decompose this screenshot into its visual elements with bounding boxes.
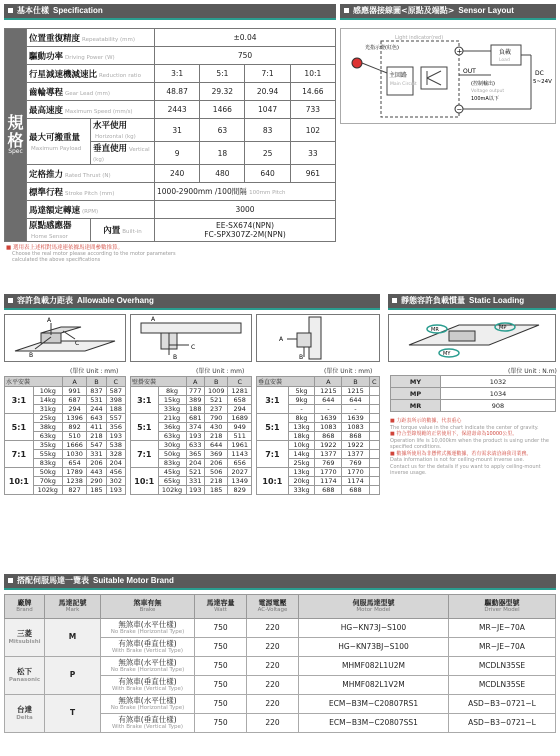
overhang-load-cell: 18kg bbox=[288, 432, 315, 441]
overhang-table-horizontal bbox=[4, 376, 126, 495]
sensor-section-header: 感應器接線圖<原點及端點> Sensor Layout bbox=[340, 4, 556, 18]
overhang-unit-2: (單位 Unit : mm) bbox=[196, 368, 245, 375]
overhang-value-cell: 769 bbox=[315, 459, 342, 468]
overhang-value-cell: 1922 bbox=[342, 441, 369, 450]
overhang-table-wall bbox=[130, 376, 252, 495]
static-notes: ■ 力距表所示的數據，代表重心 The torque value in the chart indicate the center of gravity. ■ 符合型錄規範的正常使用下，保證壽命為10000公里。 Operation life is 10,000km when the product is using under the specified conditions. ■ 數據所使用為非懸臂式搬運數據，若有需求請洽詢我司業務。 Data information is not for ceiling-mount inverse use. Contact us for the details if you want to apply ceiling-mount inverse usage. bbox=[390, 418, 549, 476]
motor-driver-cell: ASD−B3−0721−L bbox=[449, 714, 556, 733]
overhang-value-cell: 218 bbox=[205, 477, 228, 486]
static-section-header: 靜態容許負載慣量 Static Loading bbox=[388, 294, 556, 308]
motor-driver-cell: MR−JE−70A bbox=[449, 638, 556, 657]
static-unit: (單位 Unit : N.m) bbox=[508, 368, 557, 375]
motor-watt-cell: 750 bbox=[195, 676, 247, 695]
overhang-value-cell: 218 bbox=[205, 432, 228, 441]
overhang-value-cell: 1083 bbox=[342, 423, 369, 432]
motor-watt-cell: 750 bbox=[195, 638, 247, 657]
overhang-value-cell: 644 bbox=[315, 396, 342, 405]
overhang-value-cell bbox=[369, 459, 379, 468]
overhang-header-row bbox=[257, 377, 380, 387]
overhang-value-cell: 193 bbox=[186, 432, 205, 441]
overhang-value-cell: 777 bbox=[186, 387, 205, 396]
label-b: B bbox=[29, 352, 34, 359]
overhang-row bbox=[257, 441, 380, 450]
overhang-load-cell: 33kg bbox=[288, 486, 315, 495]
overhang-load-cell: 30kg bbox=[158, 441, 186, 450]
overhang-value-cell: 2027 bbox=[228, 468, 252, 477]
overhang-value-cell: 656 bbox=[228, 459, 252, 468]
svg-text:Voltage output: Voltage output bbox=[471, 89, 505, 94]
overhang-value-cell: 511 bbox=[228, 432, 252, 441]
overhang-value-cell: 868 bbox=[342, 432, 369, 441]
overhang-value-cell: 991 bbox=[62, 387, 86, 396]
overhang-value-cell bbox=[369, 477, 379, 486]
main-circuit-en: Main Circuit bbox=[390, 82, 417, 87]
dc-label: DC bbox=[535, 70, 544, 77]
overhang-value-cell: - bbox=[315, 405, 342, 414]
overhang-value-cell: 654 bbox=[62, 459, 86, 468]
overhang-ratio-cell: 10:1 bbox=[5, 468, 34, 495]
overhang-row bbox=[131, 468, 252, 477]
overhang-ratio-cell: 5:1 bbox=[131, 414, 159, 441]
overhang-value-cell: 837 bbox=[87, 387, 106, 396]
overhang-load-cell: 15kg bbox=[158, 396, 186, 405]
overhang-value-cell: 1396 bbox=[62, 414, 86, 423]
overhang-value-cell: 868 bbox=[315, 432, 342, 441]
overhang-ratio-cell: 3:1 bbox=[257, 387, 289, 414]
overhang-value-cell: 365 bbox=[186, 450, 205, 459]
motor-model-cell: HG−KN73J−S100 bbox=[299, 619, 449, 638]
motor-volt-cell: 220 bbox=[247, 638, 299, 657]
overhang-value-cell: 443 bbox=[87, 468, 106, 477]
spec-row-home: 原點感應器Home Sensor 內置 Built-in EE-SX674(NPN) FC-SPX307Z-2M(NPN) bbox=[5, 219, 336, 242]
load-label: 負載 bbox=[499, 49, 512, 56]
overhang-value-cell: 531 bbox=[87, 396, 106, 405]
overhang-load-cell: 14kg bbox=[33, 396, 62, 405]
overhang-value-cell bbox=[369, 405, 379, 414]
motor-table bbox=[4, 594, 556, 733]
main-circuit-label: 主回路 bbox=[389, 72, 408, 79]
overhang-load-cell: 83kg bbox=[33, 459, 62, 468]
motor-row bbox=[5, 619, 556, 638]
overhang-value-cell: 237 bbox=[205, 405, 228, 414]
out-label: OUT bbox=[463, 68, 476, 75]
overhang-row bbox=[131, 441, 252, 450]
overhang-load-cell: 31kg bbox=[33, 405, 62, 414]
overhang-value-cell: 185 bbox=[205, 486, 228, 495]
overhang-row bbox=[5, 468, 126, 477]
overhang-value-cell: 1377 bbox=[342, 450, 369, 459]
overhang-table-heading: 壁掛安裝 bbox=[131, 377, 187, 387]
overhang-load-cell: - bbox=[288, 405, 315, 414]
svg-text:+: + bbox=[456, 47, 463, 56]
motor-mark-cell: P bbox=[45, 657, 101, 695]
overhang-value-cell: - bbox=[342, 405, 369, 414]
overhang-value-cell: 633 bbox=[186, 441, 205, 450]
spec-row-repeat: 規格 Spec 位置重復精度 Repeatability (mm) ±0.04 bbox=[5, 29, 336, 47]
overhang-value-cell: 188 bbox=[186, 405, 205, 414]
label-a: A bbox=[47, 317, 52, 324]
wall-mount-diagram bbox=[130, 314, 252, 362]
overhang-value-cell: 892 bbox=[62, 423, 86, 432]
overhang-row bbox=[131, 414, 252, 423]
svg-text:A: A bbox=[151, 316, 156, 323]
spec-row-stroke: 標準行程 Stroke Pitch (mm) 1000-2900mm /100間隔 100mm Pitch bbox=[5, 183, 336, 201]
overhang-value-cell: 456 bbox=[106, 468, 125, 477]
overhang-load-cell: 83kg bbox=[158, 459, 186, 468]
spec-row-payload-h: 最大可搬重量 Maximum Payload 水平使用Horizontal (kg) 31 63 83 102 bbox=[5, 119, 336, 142]
overhang-header-row bbox=[131, 377, 252, 387]
overhang-value-cell: 218 bbox=[87, 432, 106, 441]
overhang-value-cell: 1689 bbox=[228, 414, 252, 423]
overhang-value-cell: 1174 bbox=[315, 477, 342, 486]
overhang-value-cell bbox=[369, 423, 379, 432]
overhang-ratio-cell: 7:1 bbox=[131, 441, 159, 468]
motor-brake-cell: 無煞車(水平仕樣) No Brake (Horizontal Type) bbox=[101, 695, 195, 714]
overhang-row bbox=[257, 414, 380, 423]
static-row: MP 1034 bbox=[391, 388, 556, 400]
overhang-value-cell: 643 bbox=[87, 414, 106, 423]
overhang-value-cell: 188 bbox=[106, 405, 125, 414]
overhang-row bbox=[5, 441, 126, 450]
overhang-ratio-cell: 3:1 bbox=[5, 387, 34, 414]
motor-model-cell: MHMF082L1V2M bbox=[299, 676, 449, 695]
motor-brake-cell: 有煞車(垂直仕樣) With Brake (Vertical Type) bbox=[101, 676, 195, 695]
overhang-load-cell: 102kg bbox=[33, 486, 62, 495]
overhang-value-cell: 829 bbox=[228, 486, 252, 495]
overhang-value-cell bbox=[369, 387, 379, 396]
overhang-value-cell: 294 bbox=[62, 405, 86, 414]
overhang-load-cell: 10kg bbox=[33, 387, 62, 396]
motor-volt-cell: 220 bbox=[247, 657, 299, 676]
overhang-load-cell: 70kg bbox=[33, 477, 62, 486]
overhang-value-cell: 204 bbox=[186, 459, 205, 468]
overhang-value-cell: 331 bbox=[87, 450, 106, 459]
motor-model-cell: ECM−B3M−C20807SS1 bbox=[299, 714, 449, 733]
spec-note-en: Choose the real motor please according to the motor parameters calculated the above specifications bbox=[12, 251, 176, 263]
overhang-load-cell: 8kg bbox=[288, 414, 315, 423]
overhang-value-cell: 1639 bbox=[342, 414, 369, 423]
overhang-col-header: C bbox=[228, 377, 252, 387]
overhang-value-cell: 644 bbox=[205, 441, 228, 450]
overhang-ratio-cell: 3:1 bbox=[131, 387, 159, 414]
overhang-value-cell: 1009 bbox=[205, 387, 228, 396]
overhang-col-header: A bbox=[315, 377, 342, 387]
horizontal-mount-diagram bbox=[4, 314, 126, 362]
svg-text:B: B bbox=[173, 354, 178, 361]
overhang-value-cell: 681 bbox=[186, 414, 205, 423]
spec-row-ratio: 行星減速機減速比 Reduction ratio 3:1 5:1 7:1 10:1 bbox=[5, 65, 336, 83]
svg-text:B: B bbox=[299, 354, 304, 361]
motor-volt-cell: 220 bbox=[247, 714, 299, 733]
motor-model-cell: ECM−B3M−C20807RS1 bbox=[299, 695, 449, 714]
motor-brand-cell: 三菱 Mitsubishi bbox=[5, 619, 45, 657]
overhang-ratio-cell: 10:1 bbox=[131, 468, 159, 495]
overhang-load-cell: 102kg bbox=[158, 486, 186, 495]
overhang-value-cell: 374 bbox=[186, 423, 205, 432]
motor-header-row: 廠牌 Brand 馬達記號 Mark 煞車有無 Brake 馬達容量 Watt 電源電壓 AC-Voltage 伺服馬達型號 Motor Model 驅動器型號 Driver Model bbox=[5, 595, 556, 619]
overhang-table-heading: 垂直安裝 bbox=[257, 377, 315, 387]
overhang-row bbox=[5, 387, 126, 396]
overhang-load-cell: 50kg bbox=[33, 468, 62, 477]
overhang-header-row bbox=[5, 377, 126, 387]
overhang-value-cell bbox=[369, 486, 379, 495]
overhang-value-cell: 356 bbox=[106, 423, 125, 432]
overhang-col-header: A bbox=[186, 377, 205, 387]
spec-row-rpm: 馬達額定轉速 (RPM) 3000 bbox=[5, 201, 336, 219]
motor-driver-cell: MCDLN35SE bbox=[449, 676, 556, 695]
overhang-section-header: 容許負載力距表 Allowable Overhang bbox=[4, 294, 380, 308]
overhang-col-header: B bbox=[87, 377, 106, 387]
overhang-load-cell: 9kg bbox=[288, 396, 315, 405]
overhang-value-cell: 193 bbox=[106, 486, 125, 495]
overhang-value-cell: 1922 bbox=[315, 441, 342, 450]
svg-text:5~24V: 5~24V bbox=[533, 79, 552, 85]
overhang-value-cell: 1215 bbox=[342, 387, 369, 396]
spec-section-header bbox=[4, 4, 336, 18]
motor-brake-cell: 有煞車(垂直仕樣) With Brake (Vertical Type) bbox=[101, 638, 195, 657]
overhang-value-cell: 1030 bbox=[62, 450, 86, 459]
overhang-value-cell: 1377 bbox=[315, 450, 342, 459]
overhang-load-cell: 63kg bbox=[33, 432, 62, 441]
overhang-value-cell: 521 bbox=[186, 468, 205, 477]
motor-volt-cell: 220 bbox=[247, 676, 299, 695]
overhang-value-cell: 1639 bbox=[315, 414, 342, 423]
overhang-load-cell: 8kg bbox=[158, 387, 186, 396]
overhang-row bbox=[257, 387, 380, 396]
overhang-value-cell: 331 bbox=[186, 477, 205, 486]
motor-driver-cell: ASD−B3−0721−L bbox=[449, 695, 556, 714]
overhang-value-cell: 949 bbox=[228, 423, 252, 432]
spec-table bbox=[4, 28, 336, 242]
motor-section-header: 搭配伺服馬達一覽表 Suitable Motor Brand bbox=[4, 574, 556, 588]
overhang-load-cell: 10kg bbox=[288, 441, 315, 450]
overhang-col-header: B bbox=[342, 377, 369, 387]
spec-note-zh: ■ 選用表上述相對馬達連依據馬達間參數推算。 bbox=[6, 245, 123, 251]
transistor-box bbox=[421, 67, 447, 89]
overhang-value-cell: 398 bbox=[106, 396, 125, 405]
overhang-col-header: A bbox=[62, 377, 86, 387]
overhang-load-cell: 33kg bbox=[158, 405, 186, 414]
motor-watt-cell: 750 bbox=[195, 695, 247, 714]
motor-brake-cell: 無煞車(水平仕樣) No Brake (Horizontal Type) bbox=[101, 657, 195, 676]
overhang-col-header: C bbox=[369, 377, 379, 387]
overhang-value-cell: 193 bbox=[106, 432, 125, 441]
svg-text:MP: MP bbox=[499, 325, 507, 331]
overhang-value-cell: 521 bbox=[205, 396, 228, 405]
sensor-wiring-diagram bbox=[340, 28, 556, 124]
light-indicator-label: Light indicator(red) bbox=[395, 35, 444, 41]
spec-side-label: 規格 Spec bbox=[5, 29, 27, 242]
svg-text:Load: Load bbox=[499, 58, 510, 63]
overhang-value-cell: 587 bbox=[106, 387, 125, 396]
overhang-value-cell: 506 bbox=[205, 468, 228, 477]
motor-model-cell: MHMF082L1U2M bbox=[299, 657, 449, 676]
overhang-col-header: C bbox=[106, 377, 125, 387]
overhang-value-cell: 769 bbox=[342, 459, 369, 468]
overhang-value-cell bbox=[369, 396, 379, 405]
motor-watt-cell: 750 bbox=[195, 657, 247, 676]
overhang-load-cell: 65kg bbox=[158, 477, 186, 486]
overhang-value-cell: 1215 bbox=[315, 387, 342, 396]
overhang-value-cell: 328 bbox=[106, 450, 125, 459]
overhang-value-cell: 1143 bbox=[228, 450, 252, 459]
bullet-square-icon bbox=[8, 8, 13, 13]
svg-text:A: A bbox=[279, 336, 284, 343]
svg-text:−: − bbox=[456, 105, 463, 114]
overhang-value-cell: 411 bbox=[87, 423, 106, 432]
overhang-row bbox=[257, 468, 380, 477]
overhang-ratio-cell: 5:1 bbox=[5, 414, 34, 441]
overhang-value-cell bbox=[369, 441, 379, 450]
label-c: C bbox=[75, 340, 80, 347]
overhang-load-cell: 5kg bbox=[288, 387, 315, 396]
motor-watt-cell: 750 bbox=[195, 619, 247, 638]
overhang-col-header: B bbox=[205, 377, 228, 387]
motor-driver-cell: MR−JE−70A bbox=[449, 619, 556, 638]
motor-volt-cell: 220 bbox=[247, 619, 299, 638]
overhang-value-cell: 430 bbox=[205, 423, 228, 432]
overhang-load-cell: 20kg bbox=[288, 477, 315, 486]
overhang-value-cell: 1770 bbox=[342, 468, 369, 477]
indicator-led-icon bbox=[352, 58, 362, 68]
motor-mark-cell: M bbox=[45, 619, 101, 657]
overhang-value-cell: 1083 bbox=[315, 423, 342, 432]
motor-watt-cell: 750 bbox=[195, 714, 247, 733]
overhang-value-cell: 244 bbox=[87, 405, 106, 414]
motor-row bbox=[5, 657, 556, 676]
overhang-table-heading: 水平安裝 bbox=[5, 377, 63, 387]
motor-brand-cell: 台達 Delta bbox=[5, 695, 45, 733]
svg-text:C: C bbox=[191, 344, 196, 351]
overhang-value-cell: 204 bbox=[106, 459, 125, 468]
overhang-table-vertical bbox=[256, 376, 380, 495]
overhang-value-cell: 510 bbox=[62, 432, 86, 441]
overhang-value-cell: 658 bbox=[228, 396, 252, 405]
overhang-load-cell: 14kg bbox=[288, 450, 315, 459]
overhang-value-cell: 294 bbox=[228, 405, 252, 414]
vertical-mount-diagram bbox=[256, 314, 380, 362]
overhang-value-cell: 1281 bbox=[228, 387, 252, 396]
spec-row-power: 驅動功率 Driving Power (W) 750 bbox=[5, 47, 336, 65]
overhang-value-cell: 547 bbox=[87, 441, 106, 450]
static-moment-diagram bbox=[388, 314, 556, 362]
motor-driver-cell: MCDLN35SE bbox=[449, 657, 556, 676]
light-indicator-zh: 光指示燈(紅色) bbox=[365, 45, 399, 51]
overhang-value-cell: 687 bbox=[62, 396, 86, 405]
motor-model-cell: HG−KN73BJ−S100 bbox=[299, 638, 449, 657]
overhang-value-cell: 1789 bbox=[62, 468, 86, 477]
spec-row-speed: 最高速度 Maximum Speed (mm/s) 2443 1466 1047 733 bbox=[5, 101, 336, 119]
overhang-value-cell: 827 bbox=[62, 486, 86, 495]
overhang-value-cell: 1349 bbox=[228, 477, 252, 486]
overhang-load-cell: 55kg bbox=[33, 450, 62, 459]
overhang-row bbox=[5, 414, 126, 423]
overhang-load-cell: 13kg bbox=[288, 468, 315, 477]
overhang-load-cell: 36kg bbox=[158, 423, 186, 432]
overhang-load-cell: 25kg bbox=[33, 414, 62, 423]
motor-mark-cell: T bbox=[45, 695, 101, 733]
overhang-value-cell: 290 bbox=[87, 477, 106, 486]
overhang-load-cell: 38kg bbox=[33, 423, 62, 432]
overhang-value-cell bbox=[369, 432, 379, 441]
spec-row-lead: 齒輪導程 Gear Lead (mm) 48.87 29.32 20.94 14.66 bbox=[5, 83, 336, 101]
overhang-ratio-cell: 5:1 bbox=[257, 414, 289, 441]
overhang-value-cell: 1770 bbox=[315, 468, 342, 477]
overhang-value-cell: 206 bbox=[87, 459, 106, 468]
motor-brand-cell: 松下 Panasonic bbox=[5, 657, 45, 695]
overhang-value-cell bbox=[369, 414, 379, 423]
overhang-value-cell bbox=[369, 468, 379, 477]
overhang-value-cell: 1174 bbox=[342, 477, 369, 486]
overhang-unit-1: (單位 Unit : mm) bbox=[70, 368, 119, 375]
overhang-value-cell: 1961 bbox=[228, 441, 252, 450]
spec-row-payload-v: 垂直使用 Vertical (kg) 9 18 25 33 bbox=[5, 142, 336, 165]
svg-text:MY: MY bbox=[443, 351, 451, 357]
svg-text:MR: MR bbox=[431, 327, 439, 333]
overhang-value-cell: 193 bbox=[186, 486, 205, 495]
overhang-load-cell: 63kg bbox=[158, 432, 186, 441]
overhang-value-cell: 538 bbox=[106, 441, 125, 450]
svg-text:100mA以下: 100mA以下 bbox=[471, 96, 499, 102]
spec-title-en: Specification bbox=[53, 6, 103, 15]
overhang-load-cell: 45kg bbox=[158, 468, 186, 477]
overhang-value-cell: 1666 bbox=[62, 441, 86, 450]
overhang-load-cell: 13kg bbox=[288, 423, 315, 432]
overhang-value-cell: 369 bbox=[205, 450, 228, 459]
overhang-value-cell: 389 bbox=[186, 396, 205, 405]
motor-brake-cell: 有煞車(垂直仕樣) With Brake (Vertical Type) bbox=[101, 714, 195, 733]
motor-brake-cell: 無煞車(水平仕樣) No Brake (Horizontal Type) bbox=[101, 619, 195, 638]
overhang-value-cell: 557 bbox=[106, 414, 125, 423]
overhang-value-cell: 644 bbox=[342, 396, 369, 405]
overhang-value-cell: 688 bbox=[315, 486, 342, 495]
spec-accent-line bbox=[4, 18, 336, 20]
svg-text:(控制輸出): (控制輸出) bbox=[471, 81, 495, 87]
overhang-load-cell: 25kg bbox=[288, 459, 315, 468]
overhang-unit-3: (單位 Unit : mm) bbox=[324, 368, 373, 375]
overhang-value-cell: 1238 bbox=[62, 477, 86, 486]
overhang-load-cell: 50kg bbox=[158, 450, 186, 459]
overhang-value-cell: 206 bbox=[205, 459, 228, 468]
overhang-row bbox=[131, 387, 252, 396]
overhang-value-cell: 302 bbox=[106, 477, 125, 486]
sensor-circuit-svg bbox=[341, 29, 555, 123]
overhang-value-cell bbox=[369, 450, 379, 459]
overhang-ratio-cell: 7:1 bbox=[5, 441, 34, 468]
motor-row bbox=[5, 695, 556, 714]
overhang-ratio-cell: 7:1 bbox=[257, 441, 289, 468]
overhang-ratio-cell: 10:1 bbox=[257, 468, 289, 495]
overhang-value-cell: 688 bbox=[342, 486, 369, 495]
static-row: MY 1032 bbox=[391, 376, 556, 388]
overhang-value-cell: 185 bbox=[87, 486, 106, 495]
motor-volt-cell: 220 bbox=[247, 695, 299, 714]
overhang-value-cell: 790 bbox=[205, 414, 228, 423]
overhang-load-cell: 21kg bbox=[158, 414, 186, 423]
spec-row-thrust: 定格推力 Rated Thrust (N) 240 480 640 961 bbox=[5, 165, 336, 183]
static-moment-table bbox=[390, 375, 556, 412]
spec-title-zh: 基本仕樣 bbox=[17, 6, 49, 15]
static-row: MR 908 bbox=[391, 400, 556, 412]
overhang-load-cell: 35kg bbox=[33, 441, 62, 450]
